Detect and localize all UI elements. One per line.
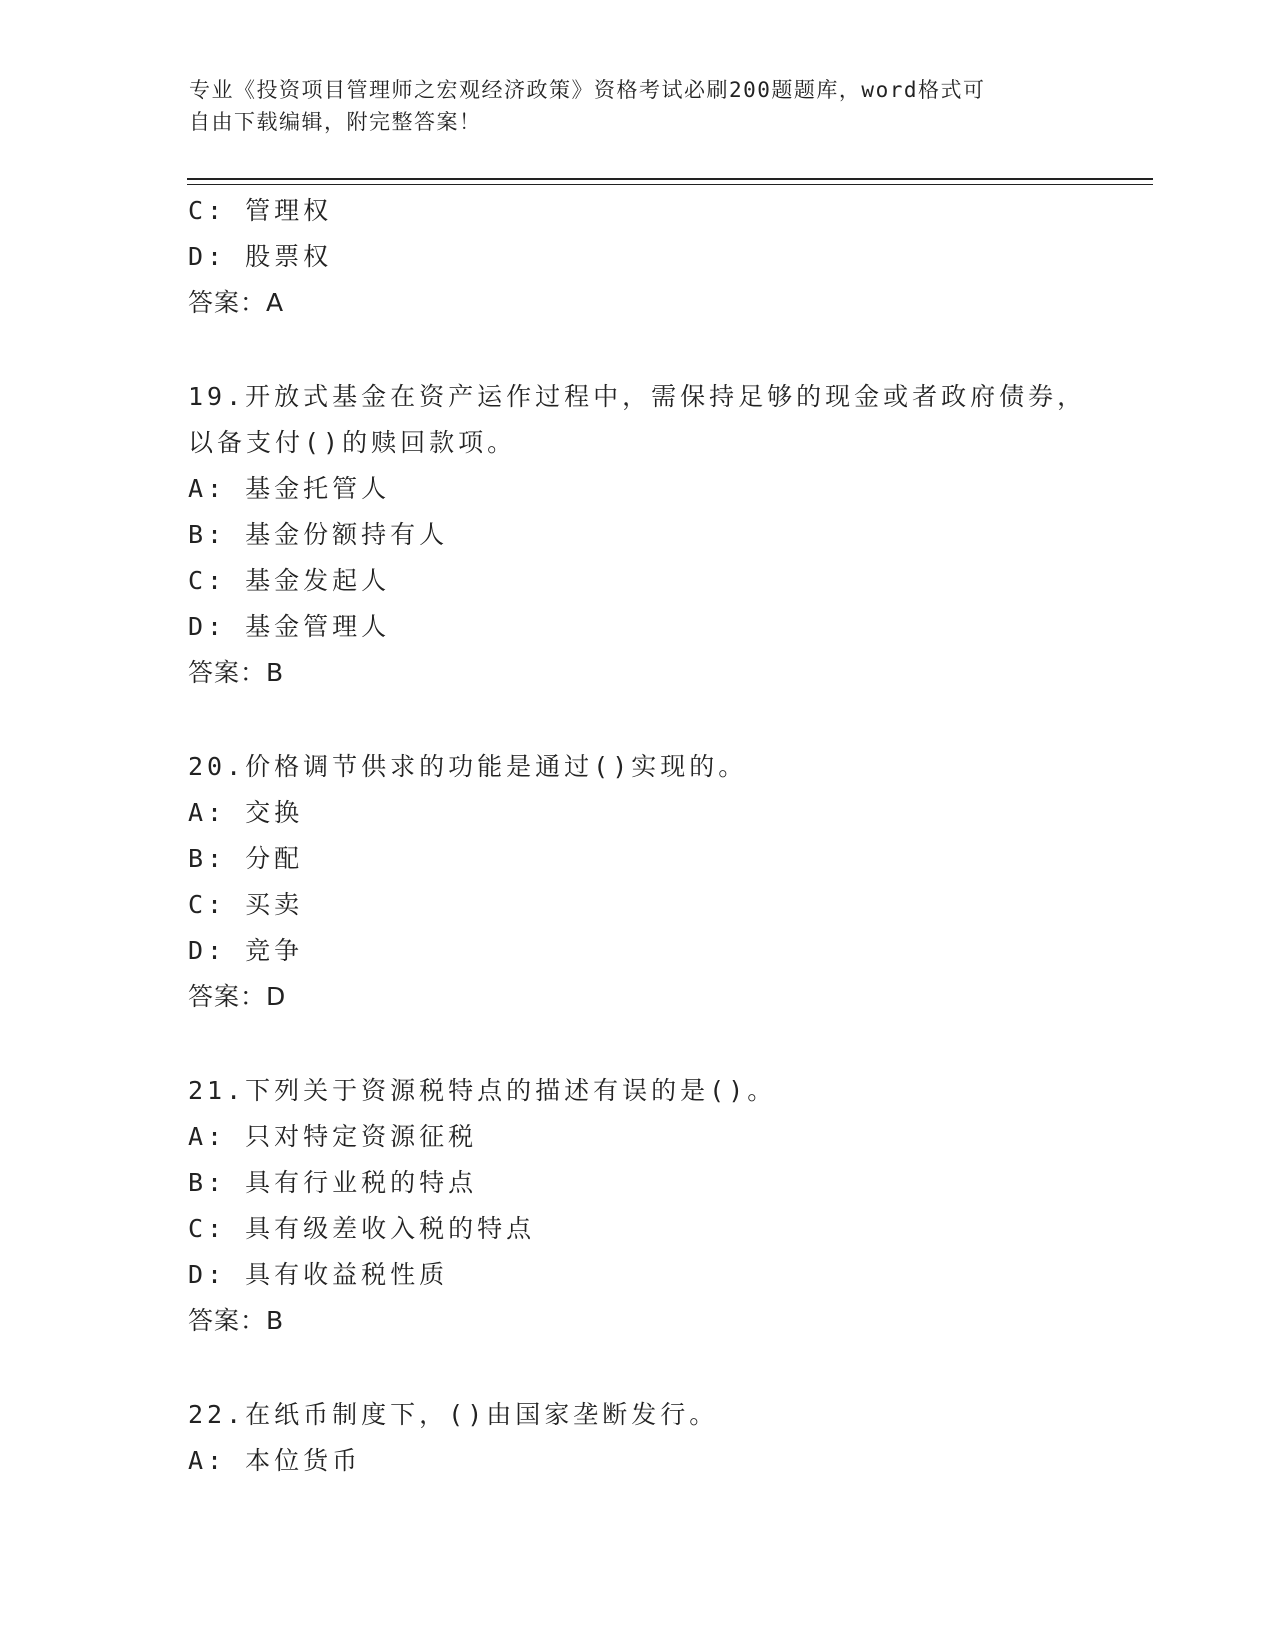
header-divider-thick xyxy=(187,178,1153,180)
spacer xyxy=(188,326,1088,374)
option-b: B: 基金份额持有人 xyxy=(188,520,449,549)
spacer xyxy=(188,1020,1088,1068)
answer-line: 答案：B xyxy=(188,658,285,687)
question-22 xyxy=(188,1392,1088,1484)
question-21 xyxy=(188,1068,1088,1344)
option-b: B: 具有行业税的特点 xyxy=(188,1168,478,1197)
header-title-line-1: 专业《投资项目管理师之宏观经济政策》资格考试必刷200题题库，word格式可 xyxy=(189,78,986,102)
option-c: C: 管理权 xyxy=(188,196,333,225)
question-18-continued xyxy=(188,188,1088,326)
question-text-line: 19.开放式基金在资产运作过程中，需保持足够的现金或者政府债券， xyxy=(188,382,1087,411)
option-b: B: 分配 xyxy=(188,844,304,873)
option-c: C: 基金发起人 xyxy=(188,566,391,595)
question-text-line: 以备支付()的赎回款项。 xyxy=(188,428,517,457)
question-text-line: 20.价格调节供求的功能是通过()实现的。 xyxy=(188,752,748,781)
header-title-line-2: 自由下载编辑，附完整答案！ xyxy=(189,110,482,134)
option-d: D: 竞争 xyxy=(188,936,304,965)
answer-line: 答案：D xyxy=(188,982,287,1011)
option-d: D: 股票权 xyxy=(188,242,333,271)
option-a: A: 基金托管人 xyxy=(188,474,391,503)
header-divider-thin xyxy=(187,184,1153,185)
spacer xyxy=(188,696,1088,744)
question-19 xyxy=(188,374,1088,696)
option-c: C: 买卖 xyxy=(188,890,304,919)
answer-line: 答案：B xyxy=(188,1306,285,1335)
question-text-line: 21.下列关于资源税特点的描述有误的是()。 xyxy=(188,1076,777,1105)
option-d: D: 具有收益税性质 xyxy=(188,1260,449,1289)
document-header xyxy=(189,74,1089,138)
option-c: C: 具有级差收入税的特点 xyxy=(188,1214,536,1243)
option-a: A: 只对特定资源征税 xyxy=(188,1122,478,1151)
option-d: D: 基金管理人 xyxy=(188,612,391,641)
question-20 xyxy=(188,744,1088,1020)
question-list xyxy=(188,188,1088,1484)
question-text-line: 22.在纸币制度下，()由国家垄断发行。 xyxy=(188,1400,719,1429)
spacer xyxy=(188,1344,1088,1392)
answer-line: 答案：A xyxy=(188,288,285,317)
option-a: A: 交换 xyxy=(188,798,304,827)
option-a: A: 本位货币 xyxy=(188,1446,362,1475)
